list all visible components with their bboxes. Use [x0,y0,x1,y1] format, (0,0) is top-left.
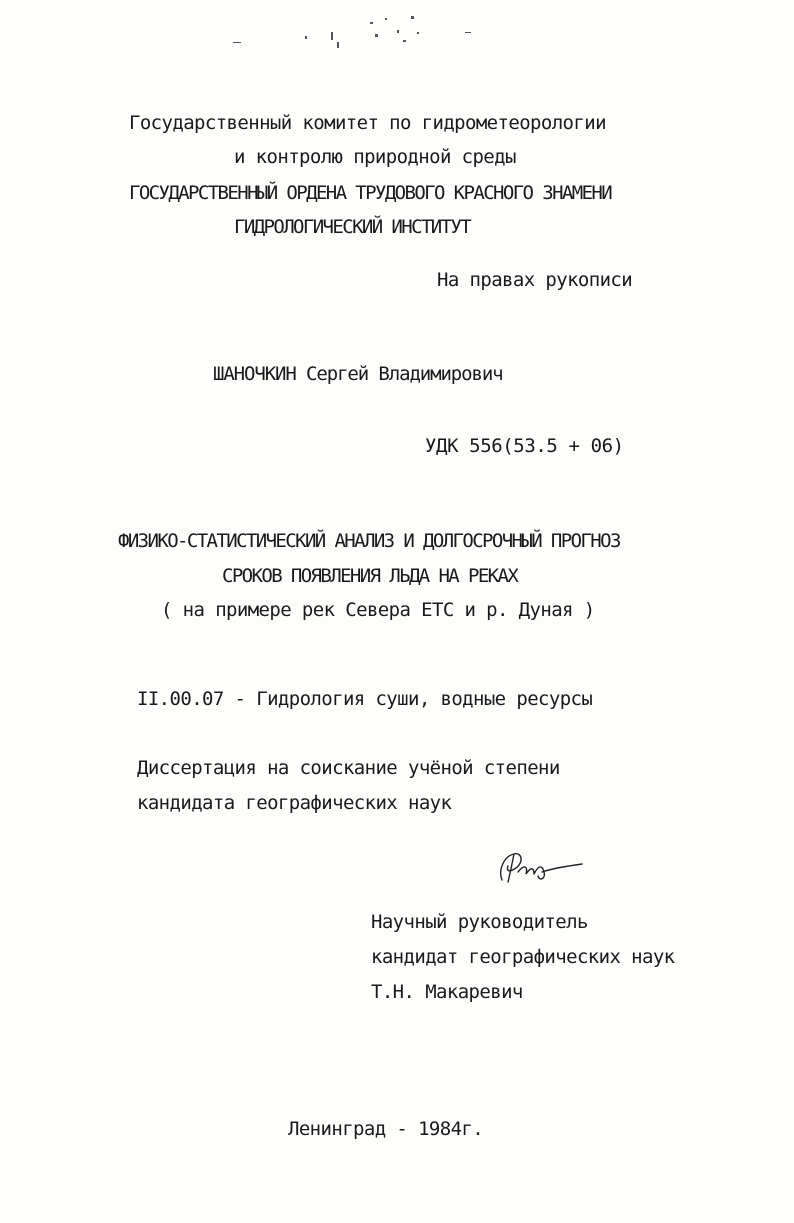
degree-line-1: Диссертация на соискание учёной степени [137,757,560,779]
supervisor-role: Научный руководитель [371,911,588,933]
udc-code: УДК 556(53.5 + 06) [425,435,624,457]
place-year: Ленинград - 1984г. [288,1118,484,1140]
manuscript-rights: На правах рукописи [437,269,633,291]
scan-specks [225,12,495,52]
degree-line-2: кандидата географических наук [137,792,452,814]
header-committee: Государственный комитет по гидрометеорологии [129,112,606,134]
author-name: ШАНОЧКИН Сергей Владимирович [213,363,503,385]
title-line-1: ФИЗИКО-СТАТИСТИЧЕСКИЙ АНАЛИЗ И ДОЛГОСРОЧНЫЙ ПРОГНОЗ [118,530,620,552]
header-committee-cont: и контролю природной среды [234,146,516,168]
signature [494,842,594,892]
supervisor-name: Т.Н. Макаревич [371,981,523,1003]
title-line-3: ( на примере рек Севера ЕТС и р. Дуная ) [161,599,595,621]
specialty-code: II.00.07 - Гидрология суши, водные ресурсы [137,688,593,710]
header-institute-order: ГОСУДАРСТВЕННЫЙ ОРДЕНА ТРУДОВОГО КРАСНОГО ЗНАМЕНИ [129,182,612,204]
title-line-2: СРОКОВ ПОЯВЛЕНИЯ ЛЬДА НА РЕКАХ [222,565,518,587]
supervisor-degree: кандидат географических наук [371,946,675,968]
header-institute-name: ГИДРОЛОГИЧЕСКИЙ ИНСТИТУТ [234,216,471,238]
